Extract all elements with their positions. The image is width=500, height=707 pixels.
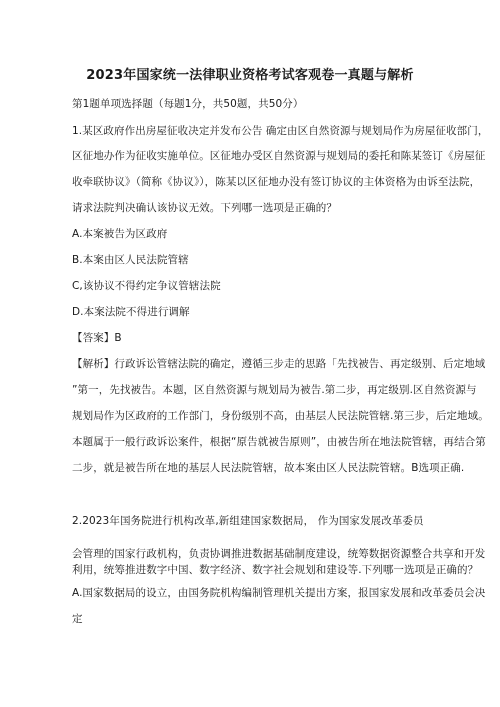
question-1-line-3: 收牵联协议》（简称《协议》），陈某以区征地办没有签订协议的主体资格为由诉至法院， [72, 176, 481, 188]
question-1-answer: 【答案】B [72, 332, 122, 344]
question-1-analysis-line-3: 规划局作为区政府的工作部门，身份级别不高，由基层人民法院管辖.第三步，后定地域。 [72, 410, 489, 422]
document-title: 2023年国家统一法律职业资格考试客观卷一真题与解析 [86, 68, 414, 83]
question-1-option-d: D.本案法院不得进行调解 [72, 306, 190, 318]
question-1-option-b: B.本案由区人民法院管辖 [72, 254, 189, 266]
question-2-line-2: 会管理的国家行政机构，负责协调推进数据基础制度建设，统筹数据资源整合共享和开发 [72, 548, 486, 560]
question-1-line-2: 区征地办作为征收实施单位。区征地办受区自然资源与规划局的委托和陈某签订《房屋征 [72, 150, 486, 162]
question-2-line-5: 定 [72, 613, 83, 625]
section-heading: 第1题单项选择题（每题1分，共50题，共50分） [72, 98, 304, 110]
question-1-line-1: 1.某区政府作出房屋征收决定并发布公告 确定由区自然资源与规划局作为房屋征收部门， [72, 125, 489, 137]
question-1-analysis-line-1: 【解析】行政诉讼管辖法院的确定，遵循三步走的思路「先找被告、再定级别、后定地域 [72, 358, 486, 370]
question-2-line-1: 2.2023年国务院进行机构改革,新组建国家数据局， 作为国家发展改革委员 [72, 515, 424, 527]
question-1-option-c: C,该协议不得约定争议管辖法院 [72, 280, 221, 292]
question-2-line-4: A.国家数据局的设立，由国务院机构编制管理机关提出方案，报国家发展和改革委员会决 [72, 587, 486, 599]
question-1-analysis-line-5: 二步，就是被告所在地的基层人民法院管辖，故本案由区人民法院管辖。B选项正确. [72, 462, 465, 474]
question-1-analysis-line-4: 本题属于一般行政诉讼案件，根据“原告就被告原则”，由被告所在地法院管辖，再结合第 [72, 436, 486, 448]
question-1-line-4: 请求法院判决确认该协议无效。下列哪一选项是正确的？ [72, 202, 337, 214]
question-1-option-a: A.本案被告为区政府 [72, 228, 168, 240]
question-1-analysis-line-2: ”第一，先找被告。本题，区自然资源与规划局为被告.第二步，再定级别.区自然资源与 [72, 384, 477, 396]
question-2-line-3: 利用，统筹推进数字中国、数字经济、数字社会规划和建设等.下列哪一选项是正确的？ [72, 564, 479, 576]
